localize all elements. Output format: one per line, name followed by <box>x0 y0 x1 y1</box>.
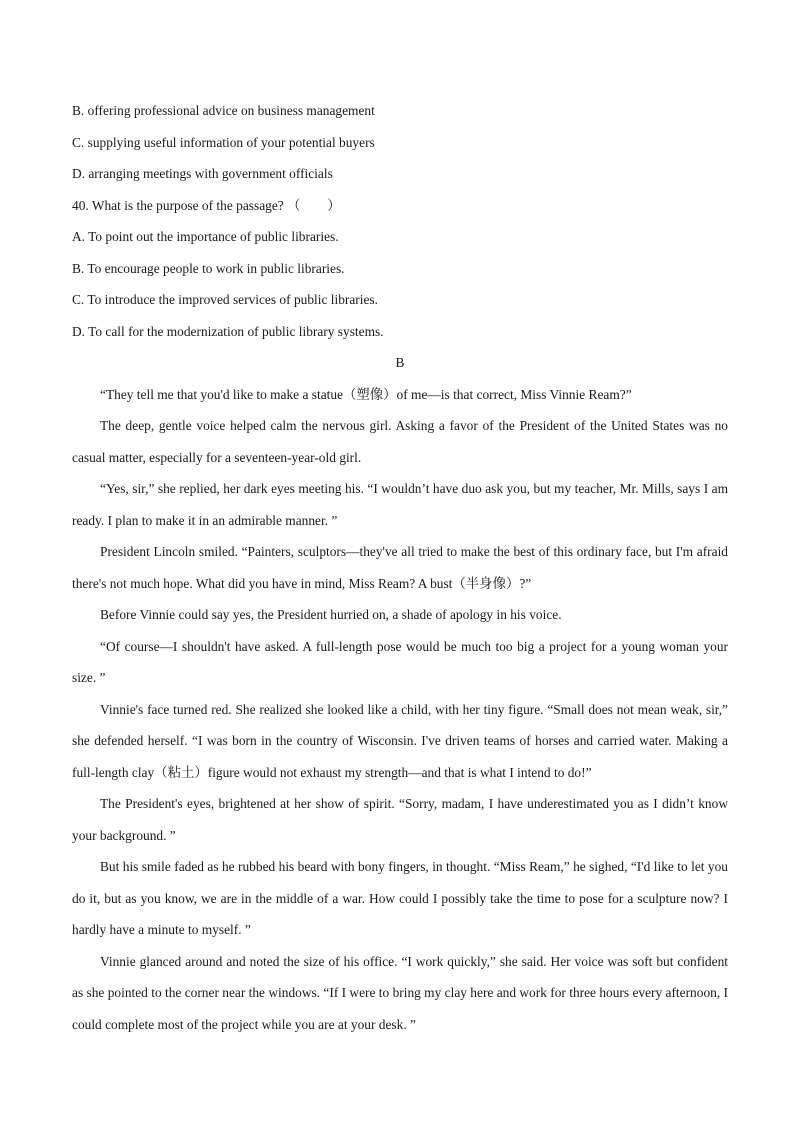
passage-paragraph: “Yes, sir,” she replied, her dark eyes meeting his. “I wouldn’t have duo ask you, but my teacher, Mr. Mills, says I am ready. I plan to make it in an admirable manner. ” <box>72 481 728 528</box>
option-40-b: B. To encourage people to work in public libraries. <box>72 260 345 276</box>
passage-paragraph: President Lincoln smiled. “Painters, sculptors—they've all tried to make the best of this ordinary face, but I'm afraid there's not much hope. What did you have in mind, Miss Ream? A bust（半身像）?” <box>72 544 728 591</box>
passage-paragraph: The deep, gentle voice helped calm the nervous girl. Asking a favor of the President of the United States was no casual matter, especially for a seventeen-year-old girl. <box>72 418 728 465</box>
option-39-c: C. supplying useful information of your potential buyers <box>72 134 375 150</box>
option-40-a: A. To point out the importance of public libraries. <box>72 229 339 244</box>
passage-paragraph: “Of course—I shouldn't have asked. A full-length pose would be much too big a project for a young woman your size. ” <box>72 638 728 685</box>
passage-paragraph: But his smile faded as he rubbed his beard with bony fingers, in thought. “Miss Ream,” he sighed, “I'd like to let you do it, but as you know, we are in the middle of a war. How could I possibly take the time to pose for a sculpture now? I hardly have a minute to myself. ” <box>72 859 728 937</box>
section-heading: B <box>395 355 405 370</box>
passage-paragraph: “They tell me that you'd like to make a statue（塑像）of me—is that correct, Miss Vinnie Ream?” <box>100 386 632 402</box>
option-40-d: D. To call for the modernization of public library systems. <box>72 323 384 339</box>
passage-paragraph: Before Vinnie could say yes, the President hurried on, a shade of apology in his voice. <box>100 607 562 622</box>
option-39-b: B. offering professional advice on business management <box>72 103 375 118</box>
option-39-d: D. arranging meetings with government officials <box>72 166 333 181</box>
passage-paragraph: Vinnie's face turned red. She realized she looked like a child, with her tiny figure. “Small does not mean weak, sir,” she defended herself. “I was born in the country of Wisconsin. I've driven teams of horses and carried water. Making a full-length clay（粘土）figure would not exhaust my strength—and that is what I intend to do!” <box>72 701 728 780</box>
option-40-c: C. To introduce the improved services of public libraries. <box>72 292 378 307</box>
document-page <box>72 95 728 1040</box>
passage-paragraph: Vinnie glanced around and noted the size of his office. “I work quickly,” she said. Her voice was soft but confident as she pointed to the corner near the windows. “If I were to bring my clay here and work for three hours every afternoon, I could complete most of the project while you are at your desk. ” <box>72 953 728 1032</box>
passage-paragraph: The President's eyes, brightened at her show of spirit. “Sorry, madam, I have underestimated you as I didn’t know your background. ” <box>72 796 728 843</box>
question-40-stem: 40. What is the purpose of the passage? （ ） <box>72 197 341 213</box>
